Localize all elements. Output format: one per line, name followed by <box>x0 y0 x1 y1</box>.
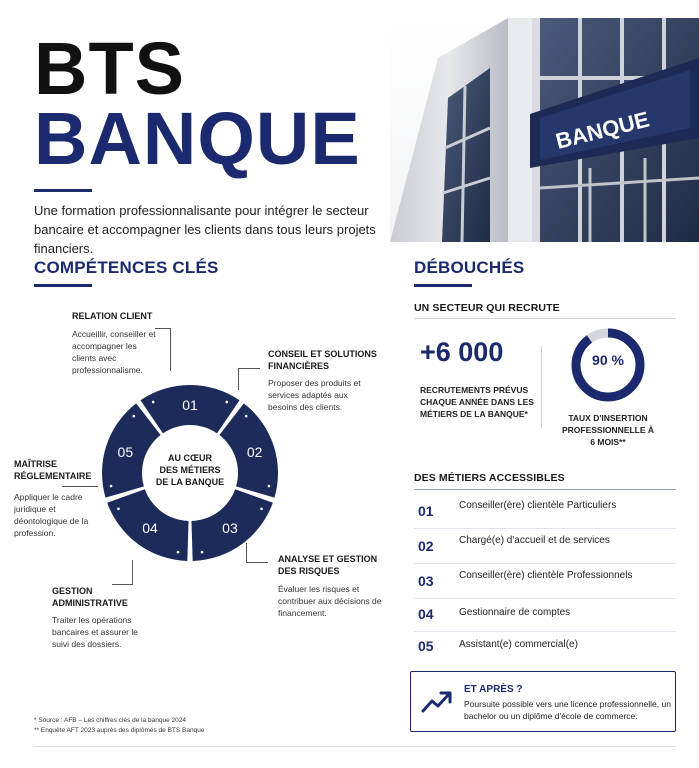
leader-line-04 <box>112 560 133 585</box>
job-number-05: 05 <box>418 638 434 654</box>
wheel-dot <box>260 508 263 511</box>
job-row-01 <box>414 495 676 529</box>
after-box <box>410 671 676 732</box>
job-row-04 <box>414 598 676 632</box>
bank-building-image <box>390 18 699 242</box>
job-separator <box>414 528 676 529</box>
footer-rule <box>34 746 676 747</box>
leader-line-03 <box>246 543 268 563</box>
job-number-02: 02 <box>418 538 434 554</box>
footnote-2: ** Enquête AFT 2023 auprès des diplômés de BTS Banque <box>34 727 205 734</box>
wheel-dot <box>268 485 271 488</box>
wheel-dot <box>110 485 113 488</box>
building-sign-text: BANQUE <box>553 106 652 154</box>
wheel-center-text-line: DE LA BANQUE <box>155 477 225 487</box>
competence-title-02: CONSEIL ET SOLUTIONS FINANCIÈRES <box>268 349 377 371</box>
recruits-rule <box>414 318 676 319</box>
competence-text-02: Proposer des produits et services adaptés aux besoins des clients. <box>268 378 361 412</box>
wheel-center-text-line: AU CŒUR <box>168 453 212 463</box>
wheel-dot <box>201 551 204 554</box>
competences-wheel <box>100 378 280 568</box>
job-row-03 <box>414 565 676 599</box>
debouches-title-underline <box>414 284 472 287</box>
competence-text-04: Traiter les opérations bancaires et assurer le suivi des dossiers. <box>52 615 138 649</box>
wheel-center-text-line: DES MÉTIERS <box>159 465 221 475</box>
job-number-01: 01 <box>418 503 434 519</box>
stat-separator <box>541 346 542 428</box>
competence-text-01: Accueillir, conseiller et accompagner les clients avec professionnalisme. <box>72 329 156 375</box>
leader-line-02 <box>238 368 260 390</box>
after-text: Poursuite possible vers une licence professionnelle, un bachelor ou un diplôme d'école de commerce. <box>464 699 671 721</box>
job-number-03: 03 <box>418 573 434 589</box>
competences-title-underline <box>34 284 92 287</box>
wheel-dot <box>152 401 155 404</box>
competence-title-04: GESTION ADMINISTRATIVE <box>52 586 128 608</box>
wheel-segment-number-05: 05 <box>117 443 134 460</box>
job-row-05 <box>414 630 676 664</box>
competences-section-title: COMPÉTENCES CLÉS <box>34 258 219 277</box>
wheel-segment-number-02: 02 <box>246 443 263 460</box>
wheel-dot <box>177 551 180 554</box>
leader-line-01 <box>155 328 171 371</box>
insertion-rate-description: TAUX D'INSERTION PROFESSIONNELLE À 6 MOIS** <box>561 413 655 447</box>
hero-underline <box>34 189 92 192</box>
after-title: ET APRÈS ? <box>464 684 523 695</box>
wheel-dot <box>225 401 228 404</box>
wheel-dot <box>245 415 248 418</box>
job-label-01: Conseiller(ère) clientèle Particuliers <box>459 500 617 511</box>
recruitment-stat-value: +6 000 <box>420 337 504 367</box>
wheel-segment-number-04: 04 <box>142 520 158 537</box>
debouches-section-title: DÉBOUCHÉS <box>414 258 525 277</box>
job-number-04: 04 <box>418 606 434 622</box>
wheel-dot <box>133 415 136 418</box>
hero-description: Une formation professionnalisante pour intégrer le secteur bancaire et accompagner les clients dans tous leurs projets financiers. <box>34 203 376 256</box>
job-label-02: Chargé(e) d'accueil et de services <box>459 535 610 546</box>
competence-text-03: Évaluer les risques et contribuer aux décisions de financement. <box>278 584 382 618</box>
jobs-subtitle: DES MÉTIERS ACCESSIBLES <box>414 472 565 484</box>
job-label-04: Gestionnaire de comptes <box>459 607 571 618</box>
job-label-05: Assistant(e) commercial(e) <box>459 639 578 650</box>
jobs-rule <box>414 489 676 490</box>
job-separator <box>414 563 676 564</box>
recruits-subtitle: UN SECTEUR QUI RECRUTE <box>414 302 560 314</box>
leader-line-05 <box>62 486 98 487</box>
footnote-1: * Source : AFB – Les chiffres clés de la banque 2024 <box>34 717 187 724</box>
wheel-dot <box>117 508 120 511</box>
wheel-segment-number-03: 03 <box>222 520 238 537</box>
competence-text-05: Appliquer le cadre juridique et déontologique de la profession. <box>14 492 89 538</box>
hero-title-banque: BANQUE <box>34 97 361 180</box>
job-row-02 <box>414 530 676 564</box>
competence-title-05: MAÎTRISE RÉGLEMENTAIRE <box>14 459 92 481</box>
wheel-segment-number-01: 01 <box>182 397 198 413</box>
competence-title-03: ANALYSE ET GESTION DES RISQUES <box>278 554 378 576</box>
competence-title-01: RELATION CLIENT <box>72 311 153 321</box>
recruitment-stat-description: RECRUTEMENTS PRÉVUS CHAQUE ANNÉE DANS LES MÉTIERS DE LA BANQUE* <box>420 385 534 419</box>
hero-title-bts: BTS <box>34 27 185 110</box>
trending-up-icon <box>421 689 453 715</box>
insertion-rate-label: 90 % <box>592 352 624 368</box>
job-label-03: Conseiller(ère) clientèle Professionnels <box>459 570 633 581</box>
